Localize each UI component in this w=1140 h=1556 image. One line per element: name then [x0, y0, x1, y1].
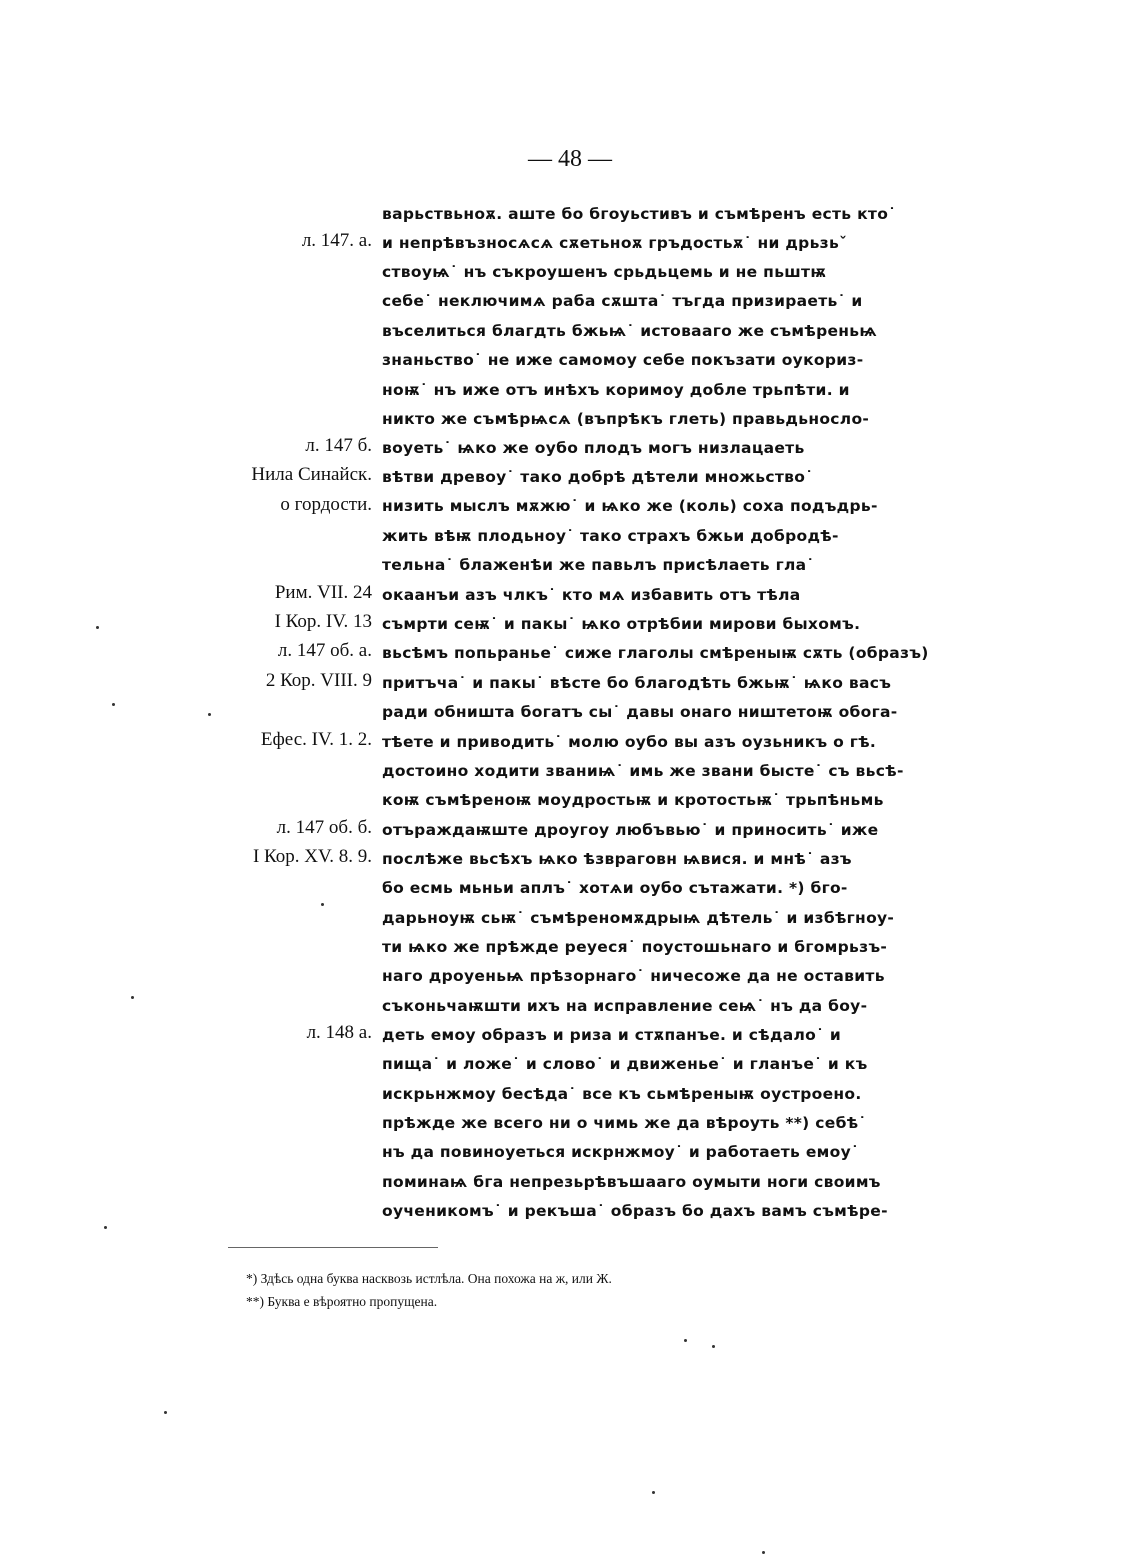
footnote: **) Буква е вѣроятно пропущена. — [246, 1294, 438, 1309]
scan-speck — [208, 713, 211, 716]
text-line: знаньство˙ не иже самомоу себе покъзати оукориз- — [382, 351, 864, 369]
text-line: вьсѣмъ попьранье˙ сиже глаголы смѣреныѭ сѫть (образъ) — [382, 644, 929, 662]
margin-note: л. 148 а. — [306, 1022, 372, 1043]
text-line: послѣже вьсѣхъ ѩко ѣзвраговн ѩвися. и мнѣ˙ азъ — [382, 850, 852, 868]
margin-note: л. 147. а. — [301, 230, 372, 251]
text-line: окаанъи азъ члкъ˙ кто мѧ избавить отъ тѣла — [382, 586, 801, 604]
text-line: достоино ходити званиѩ˙ имь же звани бысте˙ съ вьсѣ- — [382, 762, 904, 780]
text-line: бо есмь мьньи аплъ˙ хотѧи оубо сътажати. *) бго- — [382, 879, 848, 897]
text-line: ноѭ˙ нъ иже отъ инѣхъ коримоу добле трьпѣти. и — [382, 381, 850, 399]
text-line: искрьнжмоу бесѣда˙ все къ сьмѣреныѭ оустроено. — [382, 1085, 862, 1103]
margin-note: л. 147 об. а. — [277, 640, 372, 661]
scan-speck — [112, 703, 115, 706]
text-line: ради обништа богатъ сы˙ давы онаго ништетоѭ обога- — [382, 703, 898, 721]
text-line: оученикомъ˙ и рекъша˙ образъ бо дахъ вамъ съмѣре- — [382, 1202, 888, 1220]
scan-speck — [164, 1411, 167, 1414]
text-line: прѣжде же всего ни о чимь же да вѣроуть **) себѣ˙ — [382, 1114, 867, 1132]
footnote: *) Здѣсь одна буква насквозь истлѣла. Она похожа на ж, или Ж. — [246, 1271, 612, 1286]
scan-speck — [652, 1491, 655, 1494]
text-line: дарьноуѭ сьѭ˙ съмѣреномѫдрыѩ дѣтель˙ и избѣгноу- — [382, 909, 895, 927]
text-line: отъраждаѭште дроугоу любъвью˙ и приносить˙ иже — [382, 821, 879, 839]
margin-note: о гордости. — [280, 494, 372, 515]
text-line: жить вѣѭ плодьноу˙ тако страхъ бжьи добродѣ- — [382, 527, 839, 545]
text-line: ти ѩко же прѣжде реуеся˙ поустошьнаго и бгомрьзъ- — [382, 938, 888, 956]
margin-note: 2 Кор. VIII. 9 — [265, 670, 372, 691]
text-line: воуеть˙ ѩко же оубо плодъ могъ низлацаеть — [382, 439, 805, 457]
text-line: притъча˙ и пакы˙ вѣсте бо благодѣть бжьѭ˙ ѩко васъ — [382, 674, 892, 692]
margin-note: Рим. VII. 24 — [274, 582, 372, 603]
margin-note: I Кор. IV. 13 — [274, 611, 372, 632]
margin-note: Нила Синайск. — [251, 464, 372, 485]
text-line: тѣете и приводить˙ молю оубо вы азъ оузьникъ о гѣ. — [382, 733, 877, 751]
text-line: съконьчаѭшти ихъ на исправление сеѩ˙ нъ да боу- — [382, 997, 868, 1015]
text-line: никто же съмѣрѩсѧ (въпрѣкъ глеть) правьдьносло- — [382, 410, 870, 428]
scan-speck — [684, 1339, 687, 1342]
text-line: нъ да повиноуеться искрнжмоу˙ и работаеть емоу˙ — [382, 1143, 860, 1161]
margin-note: Ефес. IV. 1. 2. — [260, 729, 372, 750]
scan-speck — [321, 903, 324, 906]
scan-speck — [712, 1345, 715, 1348]
text-line: въселиться благдть бжьѩ˙ истоваaго же съмѣреньѩ — [382, 322, 878, 340]
text-line: коѭ съмѣреноѭ моудростьѭ и кротостьѭ˙ трьпѣньмь — [382, 791, 884, 809]
scan-speck — [762, 1551, 765, 1554]
text-line: пища˙ и ложе˙ и слово˙ и движенье˙ и гланъе˙ и къ — [382, 1055, 868, 1073]
text-line: варьствьноѫ. аште бо бгоуьстивъ и съмѣренъ есть кто˙ — [382, 205, 897, 223]
scan-speck — [131, 996, 134, 999]
text-line: низить мыслъ мѫжю˙ и ѩко же (коль) соха подъдрь- — [382, 497, 878, 515]
text-line: тельна˙ блаженѣи же павьлъ присѣлаеть гла˙ — [382, 556, 815, 574]
scan-speck — [104, 1226, 107, 1229]
text-line: ствоуѩ˙ нъ съкроушенъ срьдьцемь и не пьштѭ — [382, 263, 827, 281]
text-line: съмрти сеѭ˙ и пакы˙ ѩко отрѣбии мирови быхомъ. — [382, 615, 861, 633]
page-number: — 48 — — [528, 146, 612, 172]
text-line: и непрѣвъзносѧсѧ сѫетьноѫ гръдостьѫ˙ ни дрьзьˇ — [382, 234, 848, 252]
text-line: наго дроуеньѩ прѣзорнаго˙ ничесоже да не оставить — [382, 967, 885, 985]
margin-note: л. 147 б. — [305, 435, 372, 456]
text-line: себе˙ неключимѧ раба сѫшта˙ тъгда призираеть˙ и — [382, 292, 863, 310]
text-line: вѣтви древоу˙ тако добрѣ дѣтели множьство˙ — [382, 468, 814, 486]
footnote-rule — [228, 1247, 438, 1248]
text-line: поминаѩ бга непрезьрѣвъшааго оумыти ноги своимъ — [382, 1173, 881, 1191]
scan-speck — [96, 626, 99, 629]
margin-note: л. 147 об. б. — [276, 817, 372, 838]
text-line: деть емоу образъ и риза и стѫпанъе. и сѣдало˙ и — [382, 1026, 842, 1044]
margin-note: I Кор. XV. 8. 9. — [252, 846, 372, 867]
